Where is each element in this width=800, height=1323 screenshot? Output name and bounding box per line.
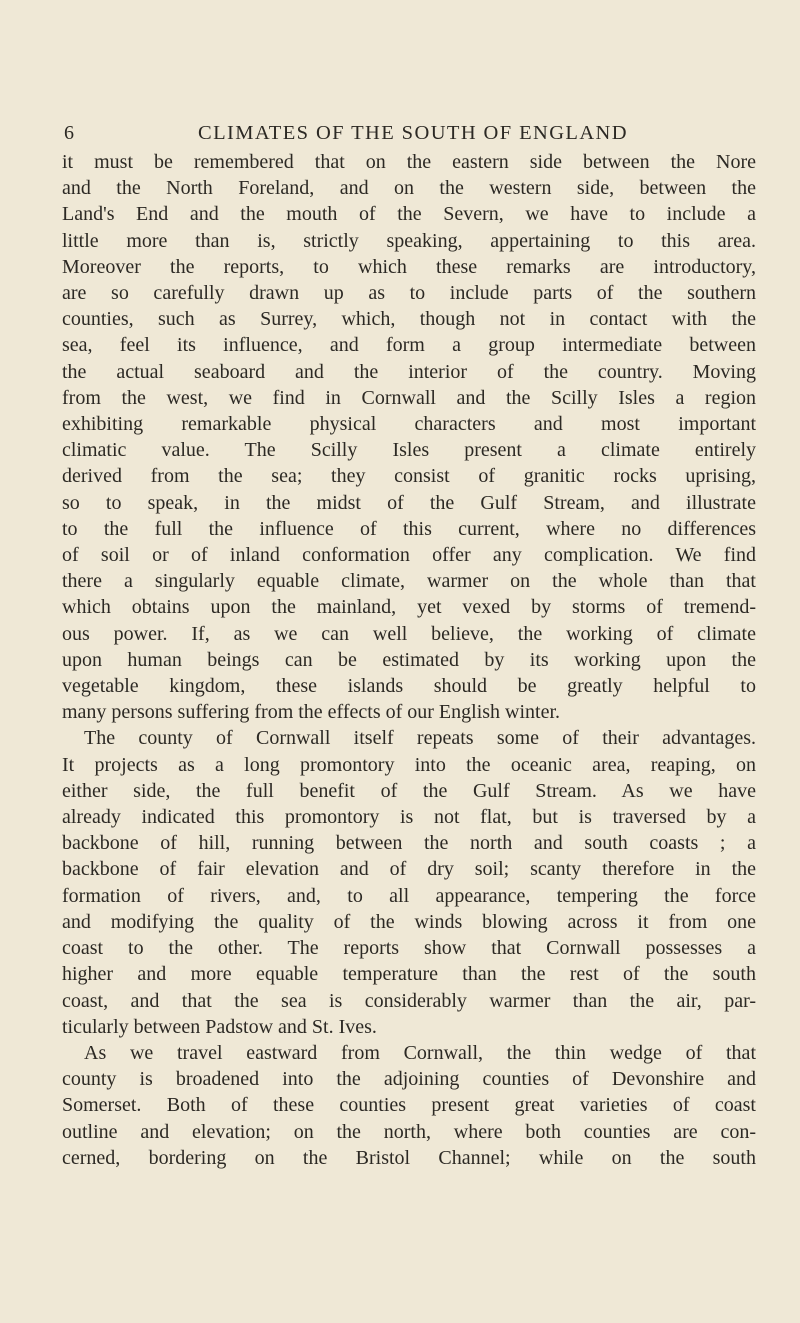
running-title: CLIMATES OF THE SOUTH OF ENGLAND <box>198 122 628 144</box>
text-line: As we travel eastward from Cornwall, the thin wedge of that <box>84 1041 756 1064</box>
text-line: either side, the full benefit of the Gulf Stream. As we have <box>62 779 756 802</box>
text-line: to the full the influence of this current, where no differences <box>62 517 756 540</box>
text-line: which obtains upon the mainland, yet vexed by storms of tremend- <box>62 596 756 619</box>
text-line: and modifying the quality of the winds blowing across it from one <box>62 910 756 933</box>
body-text <box>62 149 756 1171</box>
text-line: of soil or of inland conformation offer any complication. We find <box>62 544 756 567</box>
text-line: exhibiting remarkable physical characters and most important <box>62 413 756 436</box>
text-line: backbone of fair elevation and of dry soil; scanty therefore in the <box>62 858 756 881</box>
text-line: higher and more equable temperature than the rest of the south <box>62 963 756 986</box>
text-line: from the west, we find in Cornwall and the Scilly Isles a region <box>62 386 756 409</box>
text-line: sea, feel its influence, and form a group intermediate between <box>62 334 756 357</box>
text-line: and the North Foreland, and on the western side, between the <box>62 177 756 200</box>
text-line: coast, and that the sea is considerably warmer than the air, par- <box>62 989 756 1012</box>
text-line: are so carefully drawn up as to include parts of the southern <box>62 282 756 305</box>
page-header <box>64 118 754 148</box>
text-line: derived from the sea; they consist of granitic rocks uprising, <box>62 465 756 488</box>
text-line: ticularly between Padstow and St. Ives. <box>62 1015 377 1038</box>
text-line: the actual seaboard and the interior of the country. Moving <box>62 360 756 383</box>
text-line: Somerset. Both of these counties present great varieties of coast <box>62 1094 756 1117</box>
text-line: many persons suffering from the effects of our English winter. <box>62 701 561 724</box>
text-line: so to speak, in the midst of the Gulf Stream, and illustrate <box>62 491 756 514</box>
text-line: climatic value. The Scilly Isles present a climate entirely <box>62 439 756 462</box>
text-line: backbone of hill, running between the north and south coasts ; a <box>62 832 756 855</box>
page-number: 6 <box>64 122 74 144</box>
text-line: little more than is, strictly speaking, appertaining to this area. <box>62 229 756 252</box>
text-line: there a singularly equable climate, warmer on the whole than that <box>62 570 756 593</box>
text-line: it must be remembered that on the eastern side between the Nore <box>62 151 756 173</box>
text-line: ous power. If, as we can well believe, the working of climate <box>62 622 756 645</box>
text-line: coast to the other. The reports show that Cornwall possesses a <box>62 937 756 960</box>
text-line: Land's End and the mouth of the Severn, we have to include a <box>62 203 756 226</box>
text-line: formation of rivers, and, to all appearance, tempering the force <box>62 884 756 907</box>
text-line: vegetable kingdom, these islands should be greatly helpful to <box>62 675 756 698</box>
text-line: cerned, bordering on the Bristol Channel; while on the south <box>62 1146 756 1169</box>
text-line: counties, such as Surrey, which, though not in contact with the <box>62 308 756 331</box>
text-line: county is broadened into the adjoining counties of Devonshire and <box>62 1068 756 1091</box>
text-line: The county of Cornwall itself repeats some of their advantages. <box>84 727 756 750</box>
text-line: Moreover the reports, to which these remarks are introductory, <box>62 255 756 278</box>
text-line: It projects as a long promontory into the oceanic area, reaping, on <box>62 753 756 776</box>
text-line: upon human beings can be estimated by its working upon the <box>62 648 756 671</box>
text-line: outline and elevation; on the north, where both counties are con- <box>62 1120 756 1143</box>
text-line: already indicated this promontory is not flat, but is traversed by a <box>62 806 756 829</box>
